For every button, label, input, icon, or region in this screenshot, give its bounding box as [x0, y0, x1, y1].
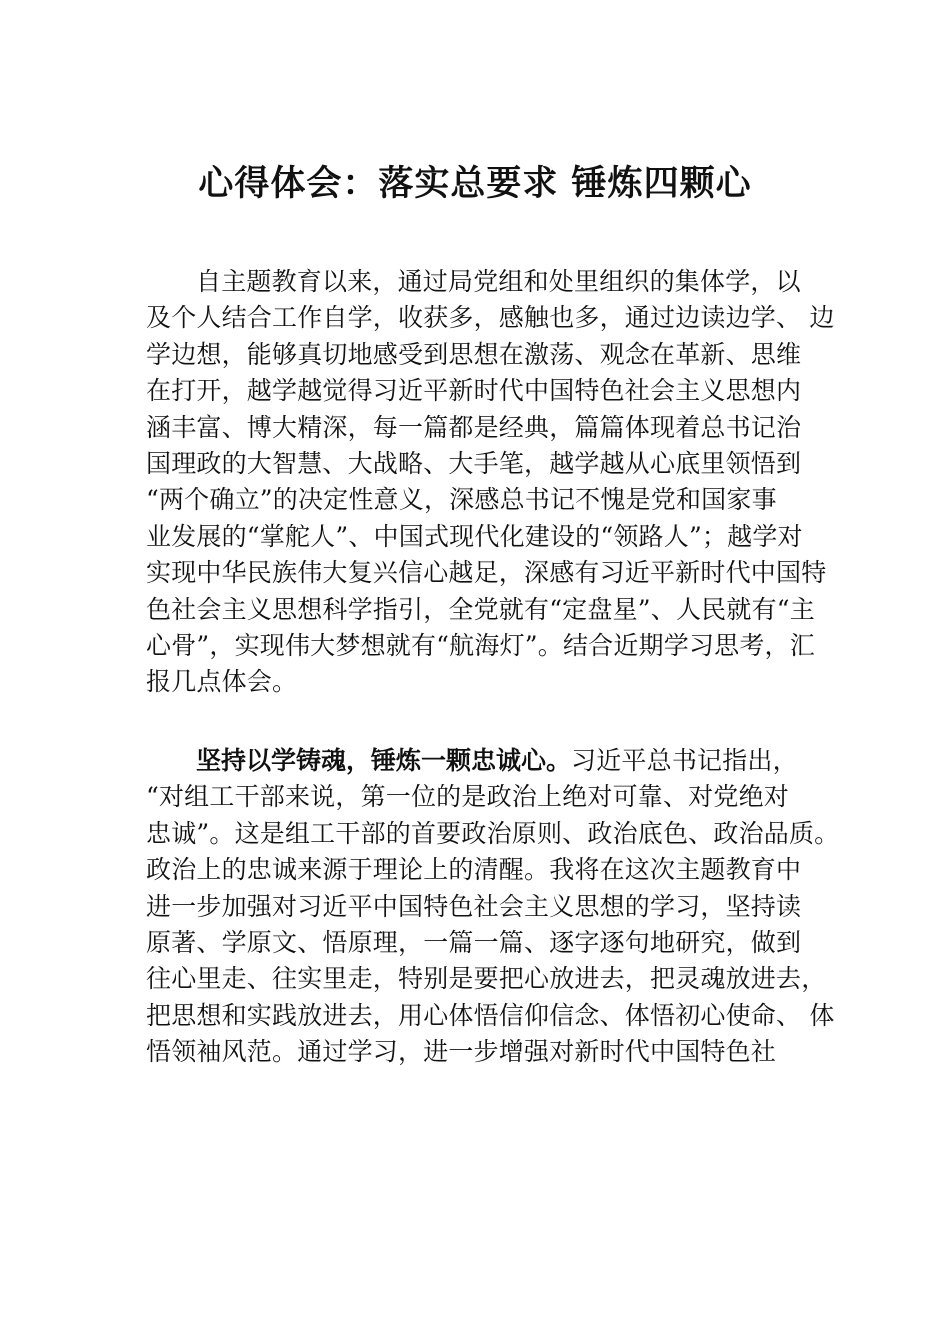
paragraph-first-line — [146, 743, 826, 779]
paragraph-intro — [146, 264, 835, 701]
document-title: 心得体会：落实总要求 锤炼四颗心 — [198, 163, 752, 204]
paragraph-line: “对组工干部来说，第一位的是政治上绝对可靠、对党绝对 — [146, 782, 789, 812]
paragraph-heading-bold: 坚持以学铸魂，锤炼一颗忠诚心。 — [196, 746, 572, 775]
paragraph-line: 自主题教育以来，通过局党组和处里组织的集体学，以 — [196, 267, 801, 296]
paragraph-line: 在打开，越学越觉得习近平新时代中国特色社会主义思想内 — [146, 376, 802, 406]
paragraph-line: 色社会主义思想科学指引，全党就有“定盘星”、人民就有“主 — [146, 594, 815, 624]
paragraph-line: 悟领袖风范。通过学习，进一步增强对新时代中国特色社 — [146, 1037, 777, 1067]
paragraph-line: 实现中华民族伟大复兴信心越足，深感有习近平新时代中国特 — [146, 558, 827, 588]
paragraph-line: 把思想和实践放进去，用心体悟信仰信念、体悟初心使命、 体 — [146, 1000, 835, 1030]
paragraph-loyalty — [146, 743, 840, 1071]
paragraph-line: 忠诚”。这是组工干部的首要政治原则、政治底色、政治品质。 — [146, 818, 840, 848]
paragraph-line: 往心里走、往实里走，特别是要把心放进去，把灵魂放进去， — [146, 964, 827, 994]
paragraph-line: 原著、学原文、悟原理，一篇一篇、逐字逐句地研究，做到 — [146, 927, 802, 957]
paragraph-first-line-rest: 习近平总书记指出， — [571, 746, 798, 775]
paragraph-line: 及个人结合工作自学，收获多，感触也多，通过边读边学、 边 — [146, 303, 835, 333]
paragraph-line: 心骨”，实现伟大梦想就有“航海灯”。结合近期学习思考，汇 — [146, 630, 815, 660]
paragraph-line: 国理政的大智慧、大战略、大手笔，越学越从心底里领悟到 — [146, 448, 802, 478]
paragraph-line: 学边想，能够真切地感受到思想在激荡、观念在革新、思维 — [146, 339, 802, 369]
paragraph-line: 进一步加强对习近平中国特色社会主义思想的学习，坚持读 — [146, 891, 802, 921]
paragraph-line: 报几点体会。 — [146, 667, 298, 697]
paragraph-line: 涵丰富、博大精深，每一篇都是经典，篇篇体现着总书记治 — [146, 412, 802, 442]
paragraph-line: “两个确立”的决定性意义，深感总书记不愧是党和国家事 — [146, 485, 777, 515]
paragraph-line: 政治上的忠诚来源于理论上的清醒。我将在这次主题教育中 — [146, 855, 802, 885]
paragraph-line: 业发展的“掌舵人”、中国式现代化建设的“领路人”；越学对 — [146, 521, 803, 551]
